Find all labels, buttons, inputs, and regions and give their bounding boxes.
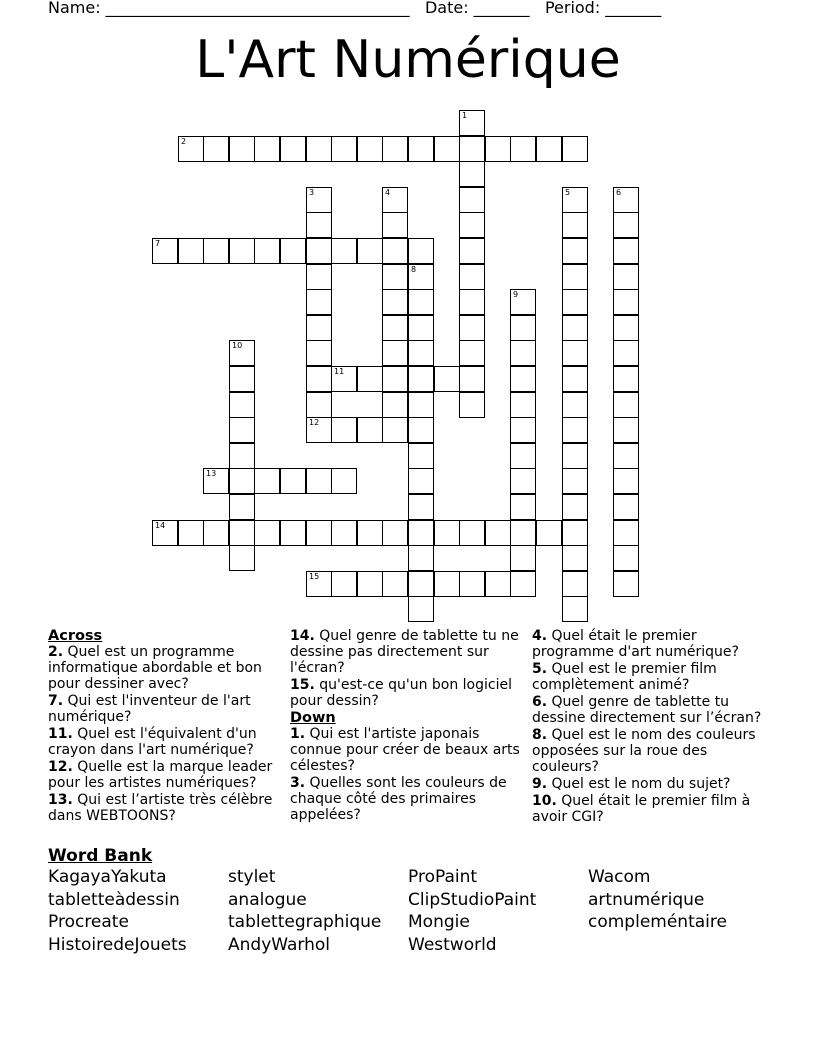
- clue-across-13: 13. Qui est l’artiste très célèbre dans WEBTOONS?: [48, 792, 273, 824]
- down-heading: Down: [290, 710, 336, 726]
- clue-across-7: 7. Qui est l'inventeur de l'art numérique?: [48, 693, 251, 725]
- crossword-cell[interactable]: [408, 315, 434, 341]
- crossword-cell[interactable]: [613, 494, 639, 520]
- crossword-cell[interactable]: [510, 417, 536, 443]
- crossword-cell[interactable]: [382, 571, 408, 597]
- crossword-cell[interactable]: [357, 520, 383, 546]
- clue-across-15: 15. qu'est-ce qu'un bon logiciel pour dessin?: [290, 677, 512, 709]
- word-bank: [48, 866, 768, 957]
- crossword-cell[interactable]: [408, 238, 434, 264]
- crossword-cell[interactable]: [357, 571, 383, 597]
- crossword-cell[interactable]: [331, 238, 357, 264]
- crossword-cell[interactable]: [613, 443, 639, 469]
- crossword-cell[interactable]: [434, 520, 460, 546]
- crossword-cell[interactable]: [408, 468, 434, 494]
- crossword-cell[interactable]: [562, 443, 588, 469]
- crossword-cell[interactable]: [229, 136, 255, 162]
- crossword-cell[interactable]: [459, 136, 485, 162]
- crossword-cell[interactable]: [229, 238, 255, 264]
- crossword-cell[interactable]: [536, 520, 562, 546]
- word-bank-item: Mongie: [408, 912, 470, 933]
- crossword-cell[interactable]: [408, 392, 434, 418]
- crossword-cell[interactable]: [510, 468, 536, 494]
- crossword-cell[interactable]: [382, 366, 408, 392]
- clue-down-3: 3. Quelles sont les couleurs de chaque côté des primaires appelées?: [290, 775, 507, 823]
- crossword-cell[interactable]: [408, 417, 434, 443]
- crossword-cell[interactable]: [562, 136, 588, 162]
- crossword-cell[interactable]: [459, 264, 485, 290]
- crossword-cell[interactable]: [357, 417, 383, 443]
- word-bank-item: KagayaYakuta: [48, 867, 167, 887]
- crossword-cell[interactable]: [382, 212, 408, 238]
- clue-column-1: [48, 628, 284, 825]
- crossword-cell[interactable]: [306, 289, 332, 315]
- crossword-cell[interactable]: [357, 136, 383, 162]
- crossword-cell[interactable]: [382, 392, 408, 418]
- crossword-cell[interactable]: [562, 238, 588, 264]
- word-bank-item: Wacom: [588, 867, 651, 887]
- crossword-cell[interactable]: [408, 264, 434, 290]
- cell-number: 3: [309, 188, 315, 197]
- crossword-cell[interactable]: [434, 366, 460, 392]
- crossword-cell[interactable]: [459, 161, 485, 187]
- crossword-cell[interactable]: [459, 520, 485, 546]
- crossword-cell[interactable]: [306, 366, 332, 392]
- crossword-cell[interactable]: [510, 545, 536, 571]
- crossword-cell[interactable]: [485, 520, 511, 546]
- crossword-cell[interactable]: [613, 315, 639, 341]
- clue-down-1: 1. Qui est l'artiste japonais connue pour créer de beaux arts célestes?: [290, 726, 520, 774]
- crossword-cell[interactable]: [331, 520, 357, 546]
- crossword-cell[interactable]: [459, 110, 485, 136]
- crossword-cell[interactable]: [203, 468, 229, 494]
- crossword-cell[interactable]: [613, 212, 639, 238]
- crossword-cell[interactable]: [562, 187, 588, 213]
- word-bank-item: ProPaint: [408, 867, 478, 887]
- crossword-cell[interactable]: [613, 520, 639, 546]
- crossword-cell[interactable]: [203, 136, 229, 162]
- crossword-cell[interactable]: [536, 136, 562, 162]
- clue-across-14: 14. Quel genre de tablette tu ne dessine pas directement sur l'écran?: [290, 628, 519, 676]
- crossword-cell[interactable]: [254, 136, 280, 162]
- word-bank-item: tablettegraphique: [228, 912, 382, 933]
- crossword-cell[interactable]: [229, 340, 255, 366]
- crossword-cell[interactable]: [510, 520, 536, 546]
- crossword-cell[interactable]: [229, 545, 255, 571]
- word-bank-title: Word Bank: [48, 846, 153, 866]
- crossword-cell[interactable]: [408, 289, 434, 315]
- crossword-cell[interactable]: [331, 366, 357, 392]
- crossword-cell[interactable]: [306, 264, 332, 290]
- crossword-cell[interactable]: [408, 136, 434, 162]
- crossword-cell[interactable]: [459, 289, 485, 315]
- crossword-cell[interactable]: [459, 571, 485, 597]
- crossword-cell[interactable]: [382, 417, 408, 443]
- cell-number: 1: [462, 111, 468, 120]
- crossword-cell[interactable]: [280, 136, 306, 162]
- crossword-cell[interactable]: [562, 468, 588, 494]
- crossword-cell[interactable]: [613, 264, 639, 290]
- crossword-cell[interactable]: [203, 238, 229, 264]
- crossword-cell[interactable]: [306, 571, 332, 597]
- clue-down-9: 9. Quel est le nom du sujet?: [532, 776, 731, 792]
- crossword-cell[interactable]: [382, 315, 408, 341]
- crossword-cell[interactable]: [613, 392, 639, 418]
- crossword-cell[interactable]: [229, 417, 255, 443]
- crossword-cell[interactable]: [306, 340, 332, 366]
- crossword-cell[interactable]: [408, 366, 434, 392]
- crossword-cell[interactable]: [613, 417, 639, 443]
- crossword-cell[interactable]: [459, 392, 485, 418]
- crossword-cell[interactable]: [306, 238, 332, 264]
- crossword-cell[interactable]: [382, 289, 408, 315]
- crossword-cell[interactable]: [562, 520, 588, 546]
- crossword-cell[interactable]: [306, 417, 332, 443]
- crossword-cell[interactable]: [152, 238, 178, 264]
- crossword-cell[interactable]: [562, 417, 588, 443]
- cell-number: 14: [155, 521, 166, 530]
- crossword-cell[interactable]: [562, 392, 588, 418]
- crossword-cell[interactable]: [408, 494, 434, 520]
- crossword-cell[interactable]: [229, 366, 255, 392]
- crossword-cell[interactable]: [613, 468, 639, 494]
- crossword-cell[interactable]: [408, 443, 434, 469]
- crossword-cell[interactable]: [510, 571, 536, 597]
- crossword-cell[interactable]: [613, 545, 639, 571]
- crossword-cell[interactable]: [485, 136, 511, 162]
- crossword-cell[interactable]: [459, 340, 485, 366]
- crossword-cell[interactable]: [562, 545, 588, 571]
- crossword-cell[interactable]: [331, 571, 357, 597]
- crossword-cell[interactable]: [229, 520, 255, 546]
- crossword-cell[interactable]: [382, 136, 408, 162]
- crossword-cell[interactable]: [306, 315, 332, 341]
- cell-number: 2: [181, 137, 187, 146]
- crossword-cell[interactable]: [382, 264, 408, 290]
- across-heading: Across: [48, 628, 103, 644]
- crossword-cell[interactable]: [229, 392, 255, 418]
- crossword-cell[interactable]: [562, 571, 588, 597]
- crossword-cell[interactable]: [408, 520, 434, 546]
- crossword-cell[interactable]: [510, 340, 536, 366]
- word-bank-item: analogue: [228, 889, 307, 910]
- period-field-label: Period: _______: [544, 0, 662, 17]
- clue-down-4: 4. Quel était le premier programme d'art numérique?: [532, 628, 739, 660]
- word-bank-item: AndyWarhol: [228, 935, 330, 956]
- crossword-cell[interactable]: [510, 494, 536, 520]
- crossword-cell[interactable]: [306, 136, 332, 162]
- crossword-cell[interactable]: [408, 596, 434, 622]
- crossword-cell[interactable]: [510, 315, 536, 341]
- word-bank-item: HistoiredeJouets: [48, 935, 187, 956]
- cell-number: 6: [616, 188, 622, 197]
- clue-down-10: 10. Quel était le premier film à avoir CGI?: [532, 793, 751, 825]
- cell-number: 13: [206, 469, 217, 478]
- crossword-cell[interactable]: [408, 340, 434, 366]
- crossword-cell[interactable]: [613, 187, 639, 213]
- crossword-cell[interactable]: [459, 315, 485, 341]
- crossword-cell[interactable]: [306, 520, 332, 546]
- word-bank-item: ClipStudioPaint: [408, 889, 537, 910]
- cell-number: 8: [411, 265, 417, 274]
- clue-column-2: [290, 628, 522, 824]
- crossword-cell[interactable]: [562, 212, 588, 238]
- clue-down-6: 6. Quel genre de tablette tu dessine directement sur l’écran?: [532, 694, 762, 726]
- crossword-cell[interactable]: [510, 392, 536, 418]
- crossword-cell[interactable]: [613, 571, 639, 597]
- crossword-cell[interactable]: [357, 238, 383, 264]
- cell-number: 4: [385, 188, 391, 197]
- word-bank-item: Westworld: [408, 935, 497, 956]
- crossword-cell[interactable]: [280, 520, 306, 546]
- word-bank-item: stylet: [228, 867, 276, 887]
- crossword-cell[interactable]: [459, 187, 485, 213]
- crossword-cell[interactable]: [434, 136, 460, 162]
- crossword-cell[interactable]: [459, 212, 485, 238]
- crossword-cell[interactable]: [613, 289, 639, 315]
- crossword-cell[interactable]: [306, 392, 332, 418]
- cell-number: 5: [565, 188, 571, 197]
- crossword-cell[interactable]: [510, 289, 536, 315]
- cell-number: 11: [334, 367, 345, 376]
- crossword-cell[interactable]: [254, 520, 280, 546]
- crossword-cell[interactable]: [331, 468, 357, 494]
- crossword-cell[interactable]: [434, 571, 460, 597]
- crossword-cell[interactable]: [562, 366, 588, 392]
- crossword-cell[interactable]: [382, 340, 408, 366]
- crossword-cell[interactable]: [510, 136, 536, 162]
- crossword-cell[interactable]: [408, 545, 434, 571]
- crossword-cell[interactable]: [178, 136, 204, 162]
- crossword-cell[interactable]: [331, 136, 357, 162]
- crossword-cell[interactable]: [562, 340, 588, 366]
- crossword-cell[interactable]: [152, 520, 178, 546]
- date-field-label: Date: _______: [424, 0, 530, 17]
- crossword-cell[interactable]: [485, 571, 511, 597]
- word-bank-item: artnumérique: [588, 889, 705, 910]
- crossword-cell[interactable]: [178, 238, 204, 264]
- cell-number: 9: [513, 290, 519, 299]
- clue-across-11: 11. Quel est l'équivalent d'un crayon dans l'art numérique?: [48, 726, 257, 758]
- crossword-cell[interactable]: [306, 468, 332, 494]
- crossword-cell[interactable]: [254, 468, 280, 494]
- crossword-cell[interactable]: [229, 468, 255, 494]
- crossword-cell[interactable]: [357, 366, 383, 392]
- cell-number: 12: [309, 418, 320, 427]
- crossword-cell[interactable]: [562, 264, 588, 290]
- crossword-cell[interactable]: [613, 366, 639, 392]
- crossword-cell[interactable]: [562, 494, 588, 520]
- clue-down-8: 8. Quel est le nom des couleurs opposées sur la roue des couleurs?: [532, 727, 756, 775]
- crossword-cell[interactable]: [178, 520, 204, 546]
- clue-down-5: 5. Quel est le premier film complètement animé?: [532, 661, 717, 693]
- crossword-cell[interactable]: [306, 212, 332, 238]
- crossword-cell[interactable]: [613, 238, 639, 264]
- crossword-cell[interactable]: [331, 417, 357, 443]
- clue-across-2: 2. Quel est un programme informatique abordable et bon pour dessiner avec?: [48, 644, 262, 692]
- crossword-cell[interactable]: [459, 366, 485, 392]
- crossword-cell[interactable]: [562, 596, 588, 622]
- crossword-cell[interactable]: [280, 238, 306, 264]
- crossword-cell[interactable]: [229, 494, 255, 520]
- crossword-cell[interactable]: [382, 520, 408, 546]
- word-bank-item: tabletteàdessin: [48, 889, 180, 910]
- cell-number: 7: [155, 239, 161, 248]
- crossword-cell[interactable]: [382, 187, 408, 213]
- cell-number: 15: [309, 572, 320, 581]
- word-bank-item: compleméntaire: [588, 912, 727, 933]
- crossword-cell[interactable]: [408, 571, 434, 597]
- name-field-label: Name: ______________________________________: [48, 0, 410, 17]
- crossword-cell[interactable]: [306, 187, 332, 213]
- crossword-cell[interactable]: [203, 520, 229, 546]
- crossword-cell[interactable]: [510, 366, 536, 392]
- crossword-cell[interactable]: [229, 443, 255, 469]
- page-title: L'Art Numérique: [195, 30, 621, 90]
- crossword-cell[interactable]: [280, 468, 306, 494]
- crossword-cell[interactable]: [510, 443, 536, 469]
- crossword-cell[interactable]: [382, 238, 408, 264]
- crossword-cell[interactable]: [562, 315, 588, 341]
- word-bank-item: Procreate: [48, 912, 129, 933]
- cell-number: 10: [232, 341, 243, 350]
- clue-across-12: 12. Quelle est la marque leader pour les artistes numériques?: [48, 759, 273, 791]
- crossword-cell[interactable]: [562, 289, 588, 315]
- clue-column-3: [532, 628, 766, 826]
- crossword-cell[interactable]: [254, 238, 280, 264]
- crossword-cell[interactable]: [459, 238, 485, 264]
- crossword-cell[interactable]: [613, 340, 639, 366]
